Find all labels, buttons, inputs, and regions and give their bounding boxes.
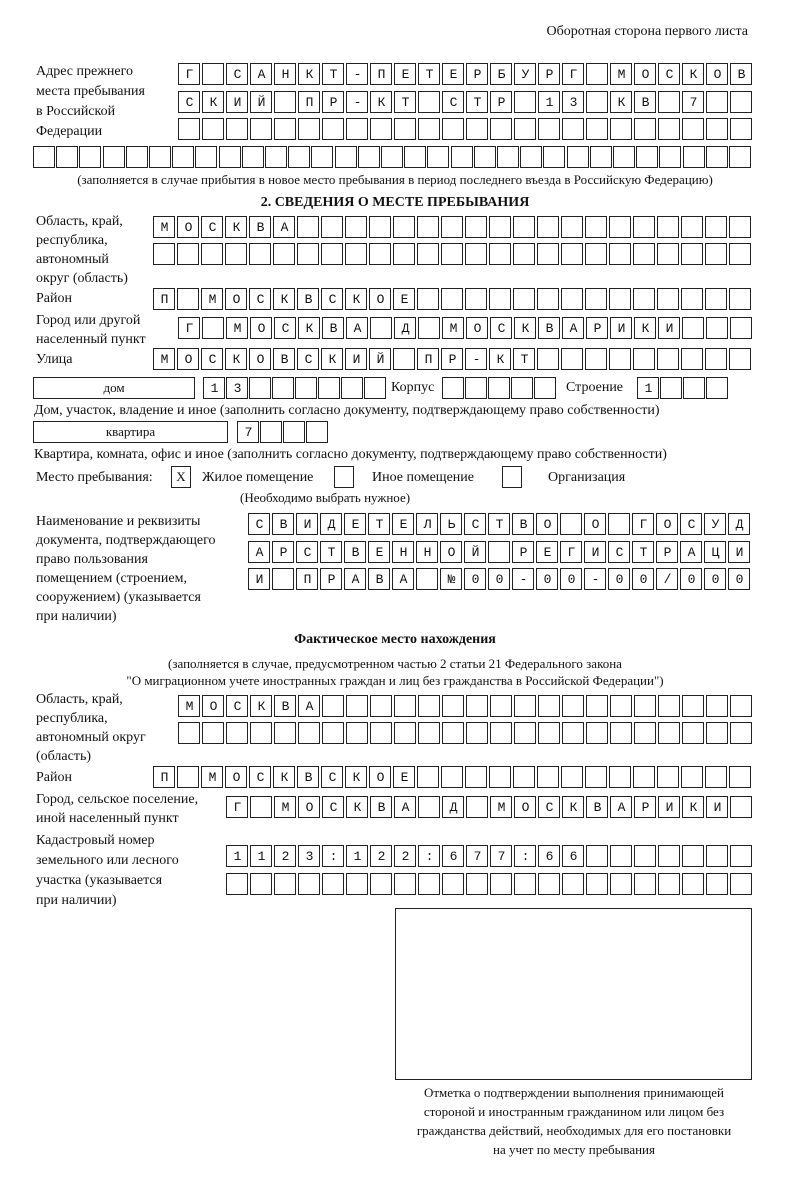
grid-row-text: АРСТВЕННОЙ РЕГИСТРАЦИ <box>255 544 760 560</box>
grid-row-text: П МОСКВСКОЕ <box>160 291 761 307</box>
city-label: Город или другой населенный пункт <box>36 313 146 347</box>
stay-place-hint: (Необходимо выбрать нужное) <box>240 490 411 505</box>
section-2-title: 2. СВЕДЕНИЯ О МЕСТЕ ПРЕБЫВАНИЯ <box>260 195 530 210</box>
grid-row-text: МОСКВА <box>160 219 761 235</box>
option-organization-label: Организация <box>548 470 626 485</box>
option-other-premises-label: Иное помещение <box>372 470 474 485</box>
flat-type-box[interactable]: квартира <box>33 421 228 443</box>
confirmation-mark-box <box>395 908 752 1080</box>
grid-row-text: МОСКВА <box>185 698 762 714</box>
building-label: Строение <box>566 380 624 395</box>
grid-row-text <box>186 724 762 744</box>
grid-row-text <box>234 875 762 895</box>
confirmation-caption: Отметка о подтверждении выполнения принимающей стороной и иностранным гражданином или лицом без гражданства действий, необходимых для его постановки на учет по месту пребывания <box>416 1085 732 1157</box>
grid-row-text <box>161 245 761 265</box>
grid-row-text: СКИЙ ПР-КТ СТР 13 КВ 7 <box>185 94 762 110</box>
district-label: Район <box>36 291 72 306</box>
grid-row-text: 7 <box>244 424 337 440</box>
option-residential-label: Жилое помещение <box>202 470 314 485</box>
page-header: Оборотная сторона первого листа <box>546 24 748 39</box>
grid-row-text <box>41 148 760 168</box>
korpus-label: Корпус <box>391 380 435 395</box>
actual-district-label: Район <box>36 770 72 785</box>
checkbox-residential[interactable]: X <box>171 466 191 488</box>
grid-row-text: И ПРАВА №00-00-00/000 <box>255 571 760 587</box>
street-label: Улица <box>36 352 73 367</box>
grid-row-text <box>450 379 565 399</box>
grid-row-text: Г МОСКВА Д МОСКВАРИКИ <box>233 799 762 815</box>
grid-row-text: П МОСКВСКОЕ <box>160 769 761 785</box>
grid-row-text: МОСКОВСКИЙ ПР-КТ <box>160 351 761 367</box>
stay-place-label: Место пребывания: <box>36 470 153 485</box>
cadastre-label: Кадастровый номер земельного или лесного участка (указывается при наличии) <box>36 833 179 908</box>
grid-row-text: СВИДЕТЕЛЬСТВО О ГОСУД <box>255 516 760 532</box>
actual-note-2: "О миграционном учете иностранных граждан и лиц без гражданства в Российской Федерации") <box>126 673 664 688</box>
checkbox-other-premises[interactable] <box>334 466 354 488</box>
grid-row-text: Г САНКТ-ПЕТЕРБУРГ МОСКОВ <box>185 66 762 82</box>
actual-city-label: Город, сельское поселение, иной населенный пункт <box>36 792 199 826</box>
grid-row-text: 13 <box>210 380 395 396</box>
checkbox-organization[interactable] <box>502 466 522 488</box>
actual-note-1: (заполняется в случае, предусмотренном частью 2 статьи 21 Федерального закона <box>168 656 622 671</box>
house-note: Дом, участок, владение и иное (заполнить согласно документу, подтверждающему право собственности) <box>34 403 660 418</box>
grid-row-text: Г МОСКВА Д МОСКВАРИКИ <box>185 320 762 336</box>
grid-row-text: 1123:122:677:66 <box>233 848 762 864</box>
house-type-box[interactable]: дом <box>33 377 195 399</box>
actual-region-label: Область, край, республика, автономный округ (область) <box>36 692 146 764</box>
prev-address-label: Адрес прежнего места пребывания в Российской Федерации <box>36 64 145 139</box>
grid-row-text <box>186 120 762 140</box>
region-label: Область, край, республика, автономный округ (область) <box>36 214 128 286</box>
grid-row-text: 1 <box>644 380 737 396</box>
actual-title: Фактическое место нахождения <box>294 632 496 647</box>
flat-note: Квартира, комната, офис и иное (заполнить согласно документу, подтверждающему право собственности) <box>34 447 667 462</box>
document-label: Наименование и реквизиты документа, подтверждающего право пользования помещением (строением, сооружением) (указывается при наличии) <box>36 514 216 624</box>
prev-address-note: (заполняется в случае прибытия в новое место пребывания в период последнего въезда в Российскую Федерацию) <box>77 172 713 187</box>
